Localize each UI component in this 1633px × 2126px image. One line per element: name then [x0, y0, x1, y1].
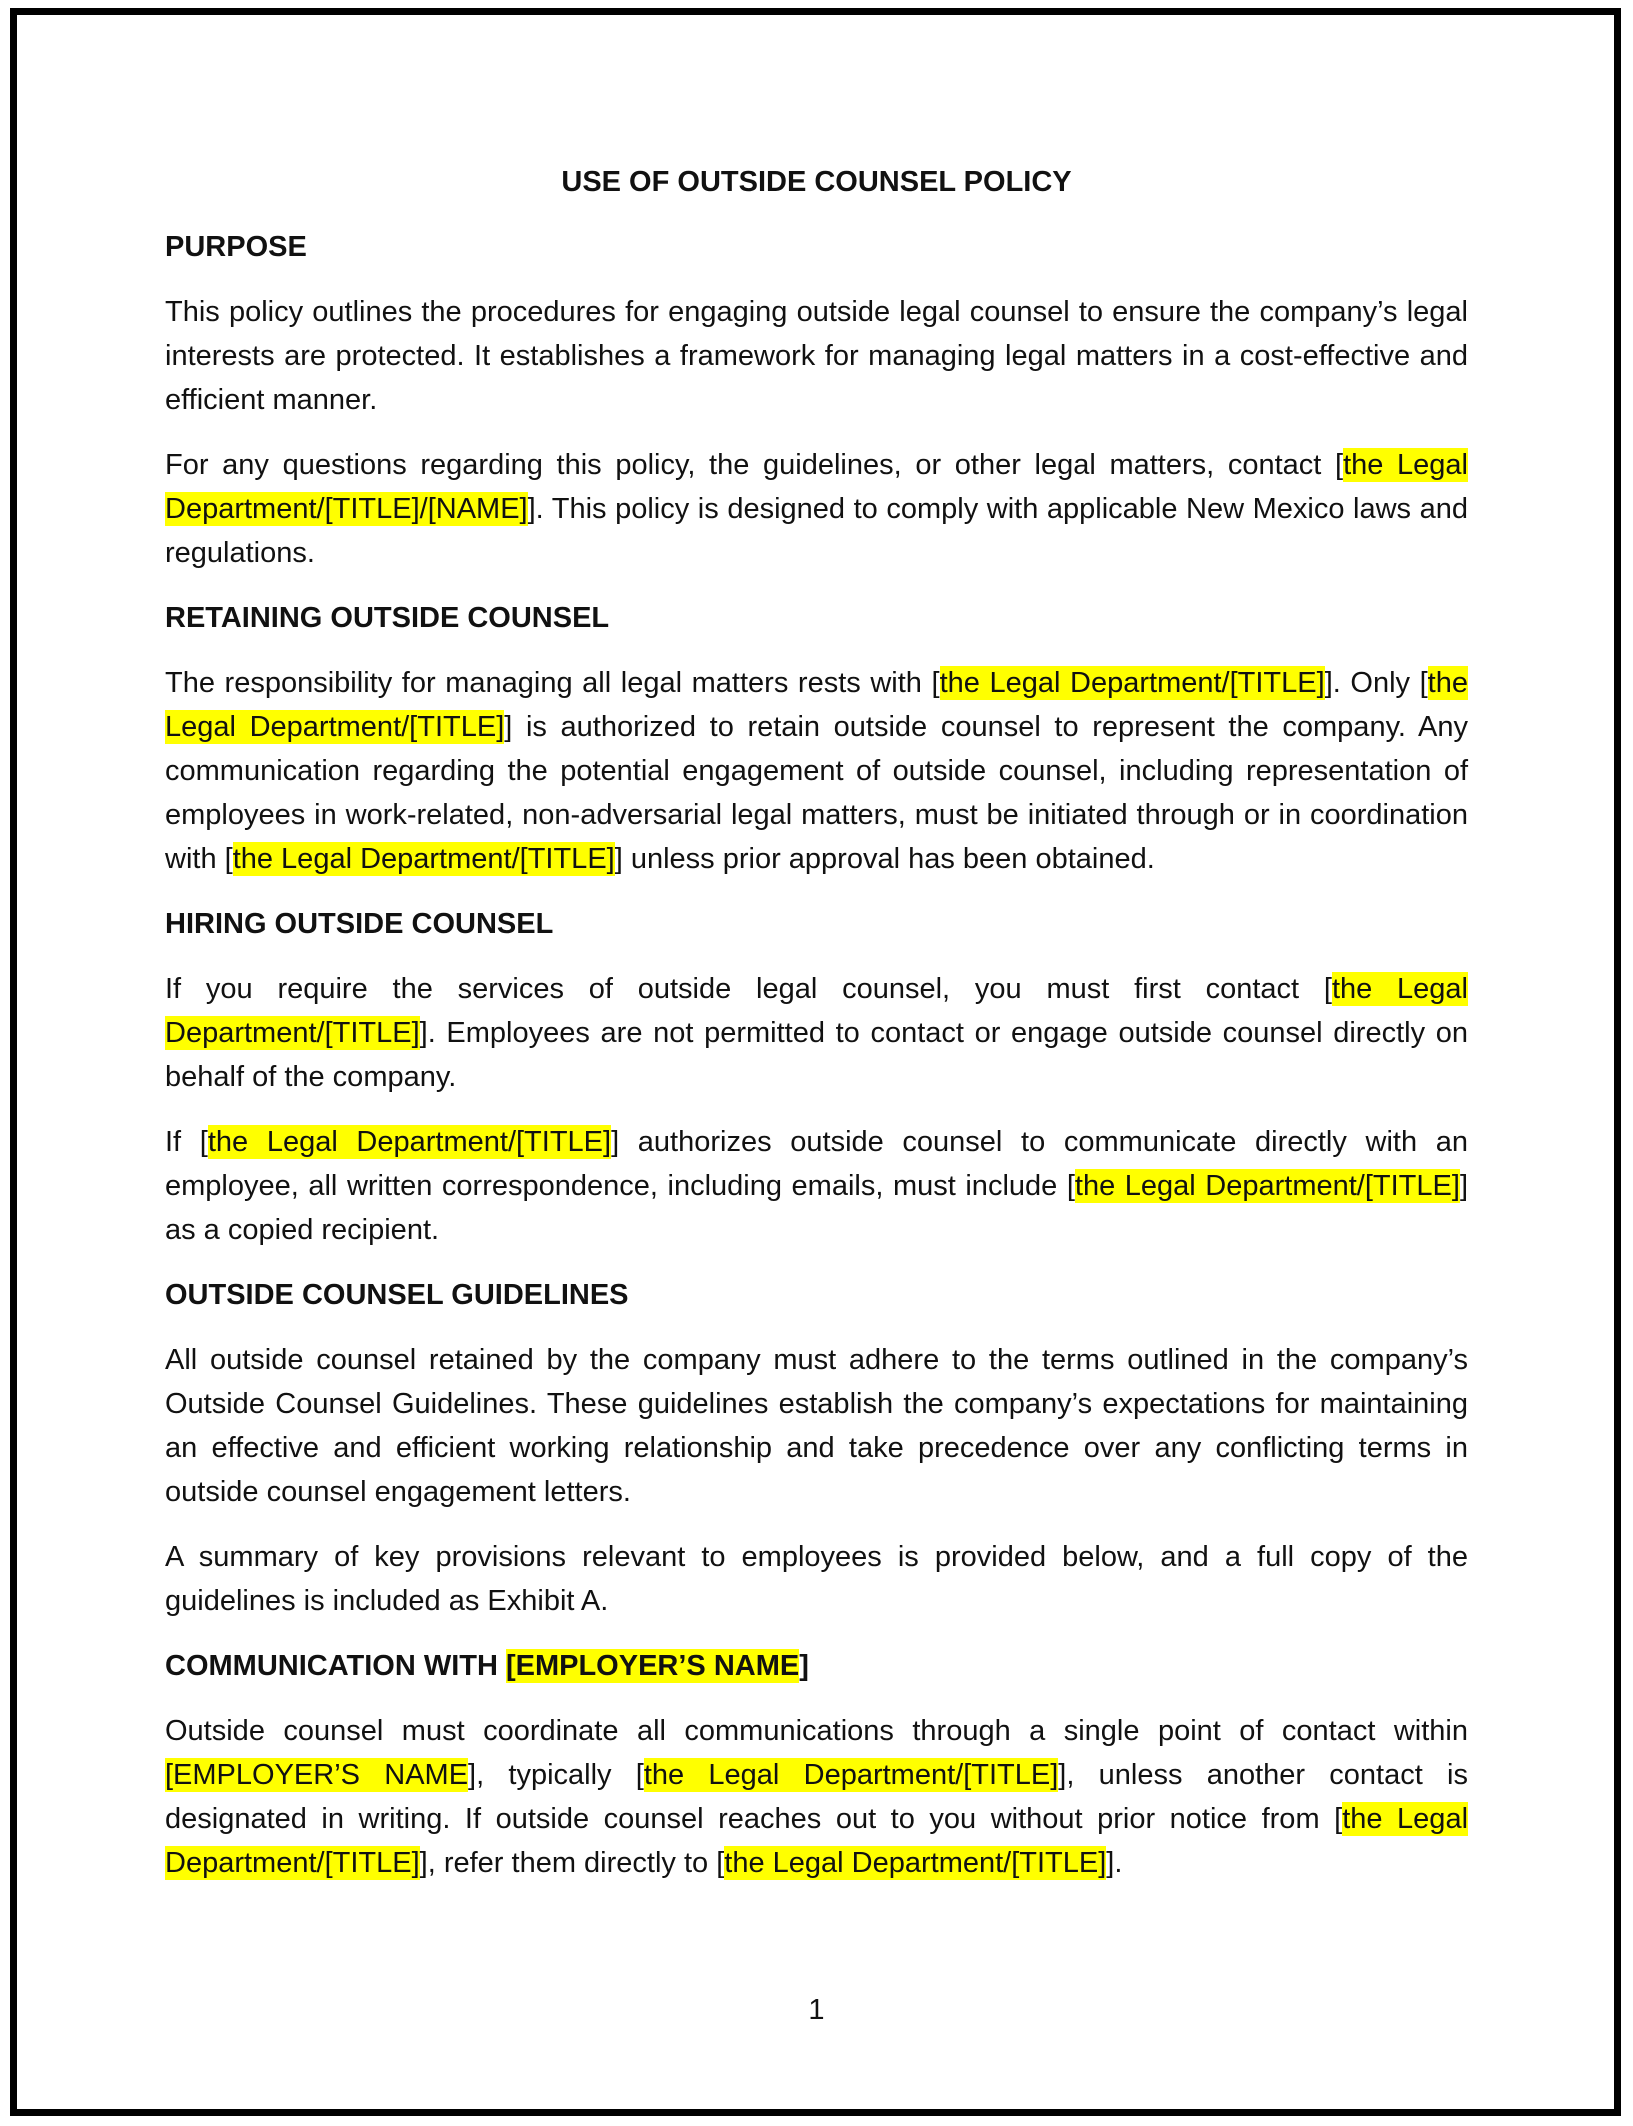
text-run: Outside counsel must coordinate all communications through a single point of contact within [165, 1715, 1468, 1747]
text-run: The responsibility for managing all legal matters rests with [ [165, 667, 940, 699]
paragraph [165, 1338, 1468, 1514]
text-run: ], unless another contact is designated in writing. If outside counsel reaches out to you without prior notice from [ [165, 1759, 1468, 1835]
section-heading [165, 1644, 1468, 1688]
text-run: All outside counsel retained by the company must adhere to the terms outlined in the company’s Outside Counsel Guidelines. These guidelines establish the company’s expectations for maintaining an effective and efficient working relationship and take precedence over any conflicting terms in outside counsel engagement letters. [165, 1344, 1468, 1508]
text-run: COMMUNICATION WITH [165, 1650, 506, 1682]
highlighted-placeholder: the Legal Department/[TITLE] [1074, 1170, 1460, 1202]
highlighted-placeholder: [EMPLOYER’S NAME [505, 1650, 800, 1682]
paragraph [165, 1535, 1468, 1623]
highlighted-placeholder: the Legal Department/[TITLE] [232, 843, 615, 875]
page-number: 1 [808, 1994, 825, 2026]
text-run: RETAINING OUTSIDE COUNSEL [165, 602, 610, 634]
highlighted-placeholder: the Legal Department/[TITLE] [939, 667, 1325, 699]
text-run: ]. This policy is designed to comply with applicable New Mexico laws and regulations. [165, 493, 1468, 569]
page-footer [0, 1988, 1633, 2032]
document-sections [165, 225, 1468, 1885]
text-run: If you require the services of outside legal counsel, you must first contact [ [165, 973, 1332, 1005]
section-heading [165, 596, 1468, 640]
highlighted-placeholder: the Legal Department/[TITLE] [165, 667, 1468, 743]
paragraph [165, 443, 1468, 575]
text-run: ] unless prior approval has been obtained. [614, 843, 1155, 875]
paragraph [165, 967, 1468, 1099]
highlighted-placeholder: the Legal Department/[TITLE] [724, 1847, 1107, 1879]
document-body [165, 160, 1468, 1906]
paragraph [165, 1709, 1468, 1885]
section-heading [165, 225, 1468, 269]
text-run: ], typically [ [468, 1759, 644, 1791]
text-run: ] as a copied recipient. [165, 1170, 1468, 1246]
text-run: A summary of key provisions relevant to employees is provided below, and a full copy of the guidelines is included as Exhibit A. [165, 1541, 1468, 1617]
text-run: OUTSIDE COUNSEL GUIDELINES [165, 1279, 629, 1311]
highlighted-placeholder: [EMPLOYER’S NAME [165, 1759, 469, 1791]
text-run: ] authorizes outside counsel to communicate directly with an employee, all written correspondence, including emails, must include [ [165, 1126, 1468, 1202]
highlighted-placeholder: the Legal Department/[TITLE] [207, 1126, 612, 1158]
paragraph [165, 661, 1468, 881]
text-run: This policy outlines the procedures for engaging outside legal counsel to ensure the company’s legal interests are protected. It establishes a framework for managing legal matters in a cost-effective and efficient manner. [165, 296, 1468, 416]
highlighted-placeholder: the Legal Department/[TITLE] [643, 1759, 1059, 1791]
highlighted-placeholder: the Legal Department/[TITLE] [165, 973, 1468, 1049]
text-run: ]. Employees are not permitted to contact or engage outside counsel directly on behalf of the company. [165, 1017, 1468, 1093]
text-run: PURPOSE [165, 231, 307, 263]
text-run: ] [799, 1650, 809, 1682]
text-run: ] is authorized to retain outside counsel to represent the company. Any communication regarding the potential engagement of outside counsel, including representation of employees in work-related, non-adversarial legal matters, must be initiated through or in coordination with [ [165, 711, 1468, 875]
paragraph [165, 290, 1468, 422]
text-run: HIRING OUTSIDE COUNSEL [165, 908, 554, 940]
text-run: ]. Only [ [1324, 667, 1428, 699]
text-run: ], refer them directly to [ [419, 1847, 725, 1879]
section-heading [165, 902, 1468, 946]
paragraph [165, 1120, 1468, 1252]
highlighted-placeholder: the Legal Department/[TITLE] [165, 1803, 1469, 1879]
text-run: If [ [165, 1126, 208, 1158]
document-title: USE OF OUTSIDE COUNSEL POLICY [561, 166, 1072, 198]
text-run: For any questions regarding this policy, the guidelines, or other legal matters, contact [ [165, 449, 1344, 481]
highlighted-placeholder: the Legal Department/[TITLE]/[NAME] [165, 449, 1468, 525]
section-heading [165, 1273, 1468, 1317]
text-run: ]. [1106, 1847, 1123, 1879]
